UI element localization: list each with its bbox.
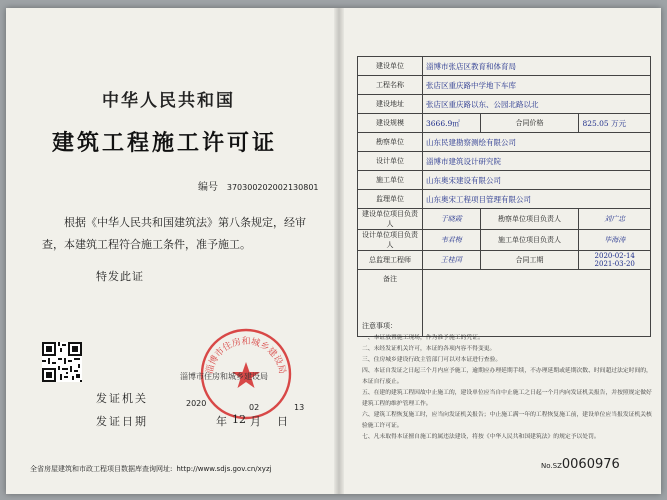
field-label: 建设单位项目负责人 (358, 209, 423, 230)
field-value: 刘广忠 (579, 209, 651, 230)
date-day-unit: 日 (277, 415, 288, 428)
issue-date-label: 发证日期 (96, 415, 148, 428)
field-label: 建设单位 (358, 57, 423, 76)
table-row (358, 190, 651, 209)
field-label: 设计单位项目负责人 (358, 230, 423, 251)
field-value: 张店区重庆路以东、公园北路以北 (423, 95, 651, 114)
table-row (358, 230, 651, 251)
field-label: 建设地址 (358, 95, 423, 114)
field-value: 于晓霞 (423, 209, 481, 230)
table-row (358, 133, 651, 152)
list-item: 六、建筑工程恢复施工时，应当向发证机关报告；中止施工满一年的工程恢复施工前，建设单位应当报发证机关核验施工许可证。 (362, 412, 652, 429)
issuer-label: 发证机关 (96, 392, 148, 405)
field-value: 毕海涛 (579, 230, 651, 251)
list-item: 三、住房城乡建设行政主管部门可以对本证进行查验。 (362, 357, 502, 363)
field-label: 工程名称 (358, 76, 423, 95)
serial-value: 0060976 (561, 457, 620, 472)
field-label: 合同价格 (480, 114, 579, 133)
table-row (358, 152, 651, 171)
field-value: 韦君梅 (423, 230, 481, 251)
table-row (358, 270, 651, 337)
period-start: 2020-02-14 (594, 252, 635, 260)
list-item: 七、凡未取得本证擅自施工的属违法建设，将按《中华人民共和国建筑法》的规定予以处罚。 (362, 434, 600, 440)
date-year-unit: 年 (216, 415, 227, 428)
field-label: 勘察单位 (358, 133, 423, 152)
list-item: 四、本证自发证之日起三个月内应予施工，逾期应办理延期手续，不办理延期或延期次数、时间超过法定时间的，本证自行废止。 (362, 368, 652, 385)
field-label: 备注 (358, 270, 423, 337)
field-value: 山东民建勘察测绘有限公司 (423, 133, 651, 152)
number-value: 370300202002130801 (226, 183, 319, 192)
notes-list (362, 333, 652, 443)
list-item: 二、未经发证机关许可，本证的各项内容不得变更。 (362, 346, 496, 352)
country-name: 中华人民共和国 (102, 91, 235, 111)
date-month-handwritten: 12 (232, 413, 246, 426)
notes-title: 注意事项： (362, 322, 397, 330)
field-label: 合同工期 (480, 251, 579, 270)
field-value: 3666.9㎡ (423, 114, 481, 133)
table-row (358, 76, 651, 95)
approval-text: 根据《中华人民共和国建筑法》第八条规定，经审查，本建筑工程符合施工条件，准予施工。 (42, 216, 306, 251)
list-item: 五、在建的建筑工程因故中止施工的，建设单位应当自中止施工之日起一个月内向发证机关报告，并按照规定做好建筑工程的维护管理工作。 (362, 390, 652, 407)
certificate-title: 建筑工程施工许可证 (52, 130, 278, 156)
field-label: 施工单位 (358, 171, 423, 190)
field-label: 建设规模 (358, 114, 423, 133)
list-item: 一、本证放置施工现场，作为准予施工的凭证。 (362, 335, 484, 341)
remark-value (423, 270, 651, 337)
table-row (358, 95, 651, 114)
field-label: 设计单位 (358, 152, 423, 171)
footer-query (30, 464, 272, 474)
date-month-print: 02 (249, 403, 260, 412)
qr-code-icon (42, 342, 82, 382)
table-row (358, 209, 651, 230)
field-value: 山东奥宋建设有限公司 (423, 171, 651, 190)
field-value: 王桂国 (423, 251, 481, 270)
date-day-print: 13 (294, 403, 305, 412)
field-value: 山东奥宋工程项目管理有限公司 (423, 190, 651, 209)
date-year-print: 2020 (186, 399, 207, 408)
query-label: 全省房屋建筑和市政工程项目数据库查询网址: (30, 465, 173, 473)
field-label: 勘察单位项目负责人 (480, 209, 579, 230)
field-label: 监理单位 (358, 190, 423, 209)
field-label: 施工单位项目负责人 (480, 230, 579, 251)
seal-text: 淄博市住房和城乡建设局 (205, 336, 287, 375)
table-row (358, 114, 651, 133)
issuer-name: 淄博市住房和城乡建设局 (180, 372, 268, 381)
certificate-right-page (342, 8, 661, 494)
field-value (579, 114, 651, 133)
serial-prefix: No.SZ (541, 462, 562, 470)
table-row (358, 251, 651, 270)
field-label: 总监理工程师 (358, 251, 423, 270)
price-value: 825.05 (582, 118, 609, 128)
certificate-left-page (6, 8, 336, 494)
certify-text: 特发此证 (96, 270, 144, 283)
number-label: 编号 (198, 182, 218, 193)
field-value: 淄博市建筑设计研究院 (423, 152, 651, 171)
query-url[interactable]: http://www.sdjs.gov.cn/xyzj (176, 465, 272, 473)
table-row (358, 57, 651, 76)
serial-number (541, 453, 620, 472)
date-month-unit: 月 (250, 415, 261, 428)
field-value: 淄博市张店区教育和体育局 (423, 57, 651, 76)
project-info-table (357, 56, 651, 337)
certificate-number (198, 178, 319, 193)
contract-period (579, 251, 651, 270)
period-end: 2021-03-20 (594, 260, 635, 268)
field-value: 张店区重庆路中学地下车库 (423, 76, 651, 95)
price-unit: 万元 (611, 118, 627, 128)
table-row (358, 171, 651, 190)
